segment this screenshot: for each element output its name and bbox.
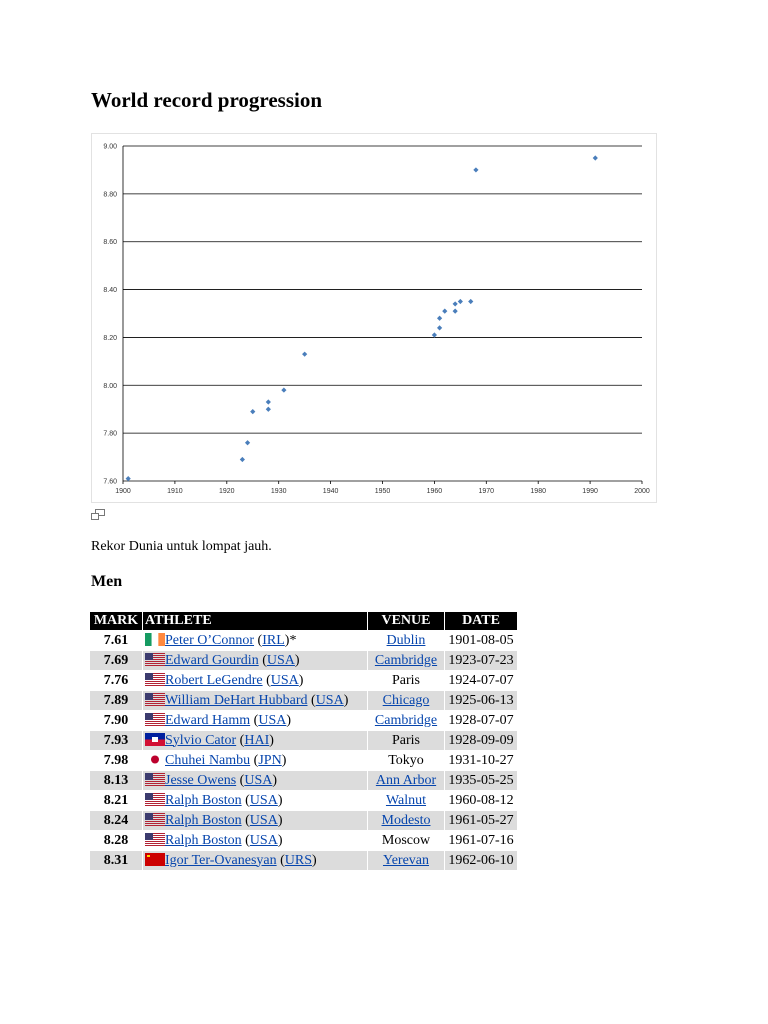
date-cell: 1901-08-05 <box>448 632 514 648</box>
venue-text: Paris <box>392 732 420 748</box>
data-point <box>437 316 442 321</box>
date-cell: 1923-07-23 <box>445 651 517 670</box>
venue-cell <box>368 791 444 810</box>
y-tick-label: 8.40 <box>103 287 117 295</box>
x-tick-label: 1910 <box>167 488 183 495</box>
athlete-link[interactable]: Chuhei Nambu <box>165 752 251 768</box>
country-link[interactable]: USA <box>258 712 287 728</box>
venue-text: Moscow <box>381 832 431 848</box>
athlete-link[interactable]: Edward Hamm <box>165 712 251 728</box>
athlete-cell: Ralph Boston (USA) <box>143 791 367 810</box>
data-point <box>432 332 437 337</box>
x-tick-label: 1980 <box>530 488 546 495</box>
country-suffix: ) <box>281 752 287 768</box>
country-suffix: ) <box>277 812 283 828</box>
country-link[interactable]: HAI <box>244 732 270 748</box>
y-tick-label: 7.80 <box>103 430 117 438</box>
flag-usa-icon <box>145 813 165 826</box>
y-tick-label: 8.20 <box>103 334 117 342</box>
mark-cell: 8.21 <box>103 792 129 808</box>
data-point <box>453 301 458 306</box>
table-row <box>90 631 517 650</box>
date-cell: 1962-06-10 <box>445 851 517 870</box>
date-cell: 1925-06-13 <box>445 691 517 710</box>
date-cell: 1961-05-27 <box>445 811 517 830</box>
x-tick-label: 1920 <box>219 488 235 495</box>
athlete-link[interactable]: Igor Ter-Ovanesyan <box>165 852 277 868</box>
record-progression-chart <box>91 133 657 503</box>
flag-jpn-icon <box>145 753 165 766</box>
flag-usa-icon <box>145 773 165 786</box>
table-row <box>90 831 517 850</box>
date-cell: 1928-09-09 <box>445 731 517 750</box>
header-mark: MARK <box>90 612 142 630</box>
country-link[interactable]: USA <box>249 832 278 848</box>
country-suffix: ) <box>298 672 304 688</box>
athlete-cell: Igor Ter-Ovanesyan (URS) <box>143 851 367 870</box>
venue-cell <box>368 651 444 670</box>
table-row <box>90 771 517 790</box>
country-suffix: ) <box>277 792 283 808</box>
enlarge-icon[interactable] <box>91 509 105 520</box>
venue-link[interactable]: Ann Arbor <box>375 772 437 788</box>
data-point <box>473 167 478 172</box>
table-row <box>90 791 517 810</box>
data-point <box>468 299 473 304</box>
country-suffix: ) <box>286 712 292 728</box>
x-tick-label: 1900 <box>115 488 131 495</box>
date-cell: 1928-07-07 <box>448 712 514 728</box>
country-link[interactable]: USA <box>270 672 299 688</box>
country-link[interactable]: USA <box>266 652 295 668</box>
records-table <box>89 611 518 871</box>
athlete-cell: Jesse Owens (USA) <box>143 771 367 790</box>
country-link[interactable]: USA <box>244 772 273 788</box>
table-row <box>90 751 517 770</box>
table-row <box>90 671 517 690</box>
athlete-cell: Ralph Boston (USA) <box>143 831 367 850</box>
table-row <box>90 691 517 710</box>
athlete-link[interactable]: Ralph Boston <box>165 792 242 808</box>
data-point <box>281 387 286 392</box>
athlete-cell: Sylvio Cator (HAI) <box>143 731 367 750</box>
header-venue: VENUE <box>368 612 444 630</box>
venue-cell <box>368 751 444 770</box>
x-tick-label: 1960 <box>426 488 443 495</box>
mark-cell: 7.76 <box>103 672 129 688</box>
flag-usa-icon <box>145 693 165 706</box>
mark-cell: 7.89 <box>90 691 142 710</box>
venue-cell <box>368 711 444 730</box>
athlete-cell: Edward Gourdin (USA) <box>143 651 367 670</box>
x-tick-label: 1930 <box>270 488 287 495</box>
mark-cell: 7.61 <box>103 632 129 648</box>
section-heading-men: Men <box>91 573 123 590</box>
country-suffix: ) <box>269 732 274 748</box>
flag-usa-icon <box>145 713 165 726</box>
x-tick-label: 1990 <box>582 488 598 495</box>
data-point <box>458 299 463 304</box>
country-suffix: ) <box>343 692 349 708</box>
mark-cell: 8.31 <box>90 851 142 870</box>
athlete-cell: William DeHart Hubbard (USA) <box>143 691 367 710</box>
country-suffix: ) <box>312 852 317 868</box>
athlete-cell: Ralph Boston (USA) <box>143 811 367 830</box>
country-link[interactable]: IRL <box>262 632 285 648</box>
data-point <box>593 155 598 160</box>
date-cell: 1931-10-27 <box>448 752 514 768</box>
date-cell: 1960-08-12 <box>448 792 514 808</box>
table-header-row <box>90 612 517 630</box>
data-point <box>245 440 250 445</box>
table-row <box>90 711 517 730</box>
venue-cell <box>368 771 444 790</box>
mark-cell: 7.90 <box>103 712 129 728</box>
country-link[interactable]: USA <box>249 792 278 808</box>
venue-cell <box>368 731 444 750</box>
athlete-link[interactable]: Jesse Owens <box>165 772 237 788</box>
venue-cell <box>368 631 444 650</box>
flag-urs-icon <box>145 853 165 866</box>
athlete-link[interactable]: Peter O’Connor <box>165 632 255 648</box>
venue-link[interactable]: Chicago <box>382 692 430 708</box>
country-suffix: ) <box>294 652 300 668</box>
venue-link[interactable]: Dublin <box>386 632 426 648</box>
table-row <box>90 651 517 670</box>
page-title: World record progression <box>91 88 322 112</box>
flag-usa-icon <box>145 673 165 686</box>
header-date: DATE <box>445 612 517 630</box>
mark-cell: 8.28 <box>103 832 129 848</box>
x-tick-label: 2000 <box>634 488 650 495</box>
venue-link[interactable]: Cambridge <box>374 712 438 728</box>
venue-link[interactable]: Cambridge <box>374 652 438 668</box>
mark-cell: 7.98 <box>103 752 129 768</box>
y-tick-label: 8.80 <box>103 191 117 199</box>
venue-cell <box>368 811 444 830</box>
data-point <box>266 407 271 412</box>
venue-cell <box>368 831 444 850</box>
flag-irl-icon <box>145 633 165 646</box>
data-point <box>442 309 447 314</box>
venue-text: Tokyo <box>388 752 424 768</box>
venue-cell <box>368 691 444 710</box>
data-point <box>437 325 442 330</box>
data-point <box>266 399 271 404</box>
athlete-link[interactable]: Robert LeGendre <box>165 672 263 688</box>
chart-caption: Rekor Dunia untuk lompat jauh. <box>91 539 272 554</box>
venue-cell <box>368 671 444 690</box>
venue-link[interactable]: Yerevan <box>382 852 429 868</box>
data-point <box>250 409 255 414</box>
country-link[interactable]: USA <box>315 692 344 708</box>
mark-cell: 7.93 <box>90 731 142 750</box>
venue-link[interactable]: Modesto <box>381 812 431 828</box>
header-athlete: ATHLETE <box>143 612 367 630</box>
data-point <box>126 476 131 481</box>
flag-usa-icon <box>145 833 165 846</box>
x-tick-label: 1950 <box>374 488 391 495</box>
athlete-cell: Peter O’Connor (IRL)* <box>143 631 367 650</box>
x-tick-label: 1970 <box>478 488 495 495</box>
data-point <box>453 309 458 314</box>
country-suffix: ) <box>277 832 283 848</box>
mark-cell: 8.24 <box>90 811 142 830</box>
y-tick-label: 7.60 <box>103 478 117 486</box>
table-row <box>90 811 517 830</box>
athlete-link[interactable]: Edward Gourdin <box>165 652 259 668</box>
y-tick-label: 9.00 <box>103 143 117 151</box>
data-point <box>240 457 245 462</box>
athlete-cell: Chuhei Nambu (JPN) <box>143 751 367 770</box>
flag-usa-icon <box>145 653 165 666</box>
country-suffix: ) <box>272 772 278 788</box>
mark-cell: 8.13 <box>90 771 142 790</box>
country-link[interactable]: USA <box>249 812 278 828</box>
flag-usa-icon <box>145 793 165 806</box>
x-tick-label: 1940 <box>322 488 339 495</box>
data-point <box>302 352 307 357</box>
date-cell: 1961-07-16 <box>448 832 514 848</box>
athlete-link[interactable]: Sylvio Cator <box>165 732 237 748</box>
athlete-link[interactable]: Ralph Boston <box>165 832 242 848</box>
athlete-link[interactable]: Ralph Boston <box>165 812 242 828</box>
athlete-cell: Edward Hamm (USA) <box>143 711 367 730</box>
date-cell: 1935-05-25 <box>445 771 517 790</box>
y-tick-label: 8.00 <box>103 382 117 390</box>
chart-svg <box>92 134 658 504</box>
venue-cell <box>368 851 444 870</box>
athlete-cell: Robert LeGendre (USA) <box>143 671 367 690</box>
venue-text: Paris <box>392 672 420 688</box>
athlete-link[interactable]: William DeHart Hubbard <box>165 692 308 708</box>
y-tick-label: 8.60 <box>103 239 117 247</box>
country-link[interactable]: URS <box>284 852 313 868</box>
date-cell: 1924-07-07 <box>448 672 514 688</box>
table-row <box>90 851 517 870</box>
country-link[interactable]: JPN <box>258 752 282 768</box>
flag-hai-icon <box>145 733 165 746</box>
venue-link[interactable]: Walnut <box>385 792 427 808</box>
mark-cell: 7.69 <box>90 651 142 670</box>
table-row <box>90 731 517 750</box>
country-suffix: )* <box>284 632 297 648</box>
